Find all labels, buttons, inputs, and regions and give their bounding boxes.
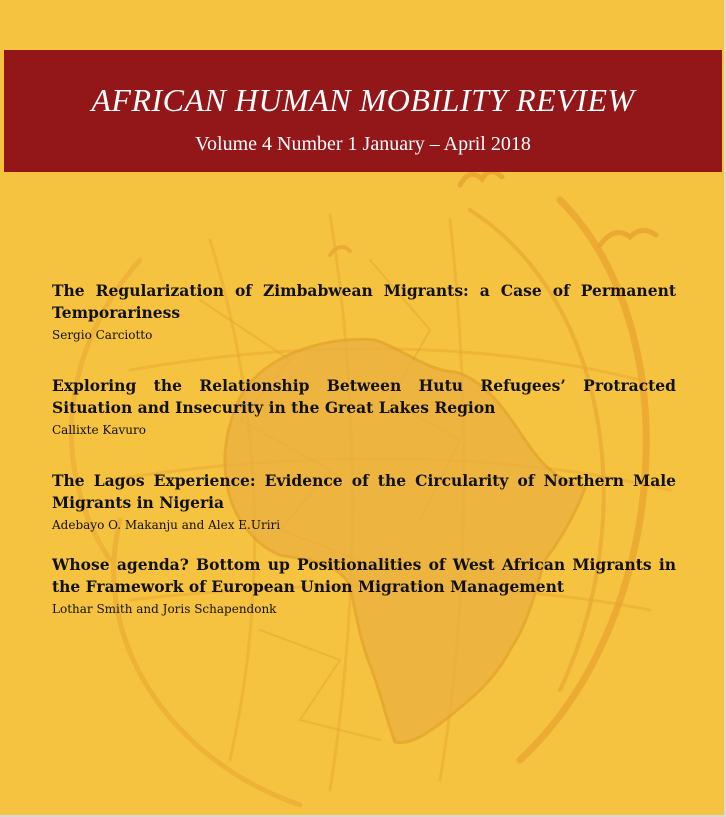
article-item xyxy=(52,554,676,618)
title-banner xyxy=(4,50,722,172)
article-authors: Sergio Carciotto xyxy=(52,328,153,342)
article-title: Whose agenda? Bottom up Positionalities of West African Migrants in the Framework of European Union Migration Management xyxy=(52,555,676,596)
article-item xyxy=(52,375,676,439)
article-title: Exploring the Relationship Between Hutu Refugees’ Protracted Situation and Insecurity in the Great Lakes Region xyxy=(52,376,676,417)
article-title: The Regularization of Zimbabwean Migrants: a Case of Permanent Temporariness xyxy=(52,281,676,322)
article-authors: Adebayo O. Makanju and Alex E.Uriri xyxy=(52,518,281,532)
issue-info: Volume 4 Number 1 January – April 2018 xyxy=(195,133,531,155)
journal-title: AFRICAN HUMAN MOBILITY REVIEW xyxy=(91,82,635,118)
article-item xyxy=(52,470,676,534)
article-authors: Callixte Kavuro xyxy=(52,423,146,437)
article-item xyxy=(52,280,676,344)
article-title: The Lagos Experience: Evidence of the Circularity of Northern Male Migrants in Nigeria xyxy=(52,471,676,512)
article-authors: Lothar Smith and Joris Schapendonk xyxy=(52,602,277,616)
